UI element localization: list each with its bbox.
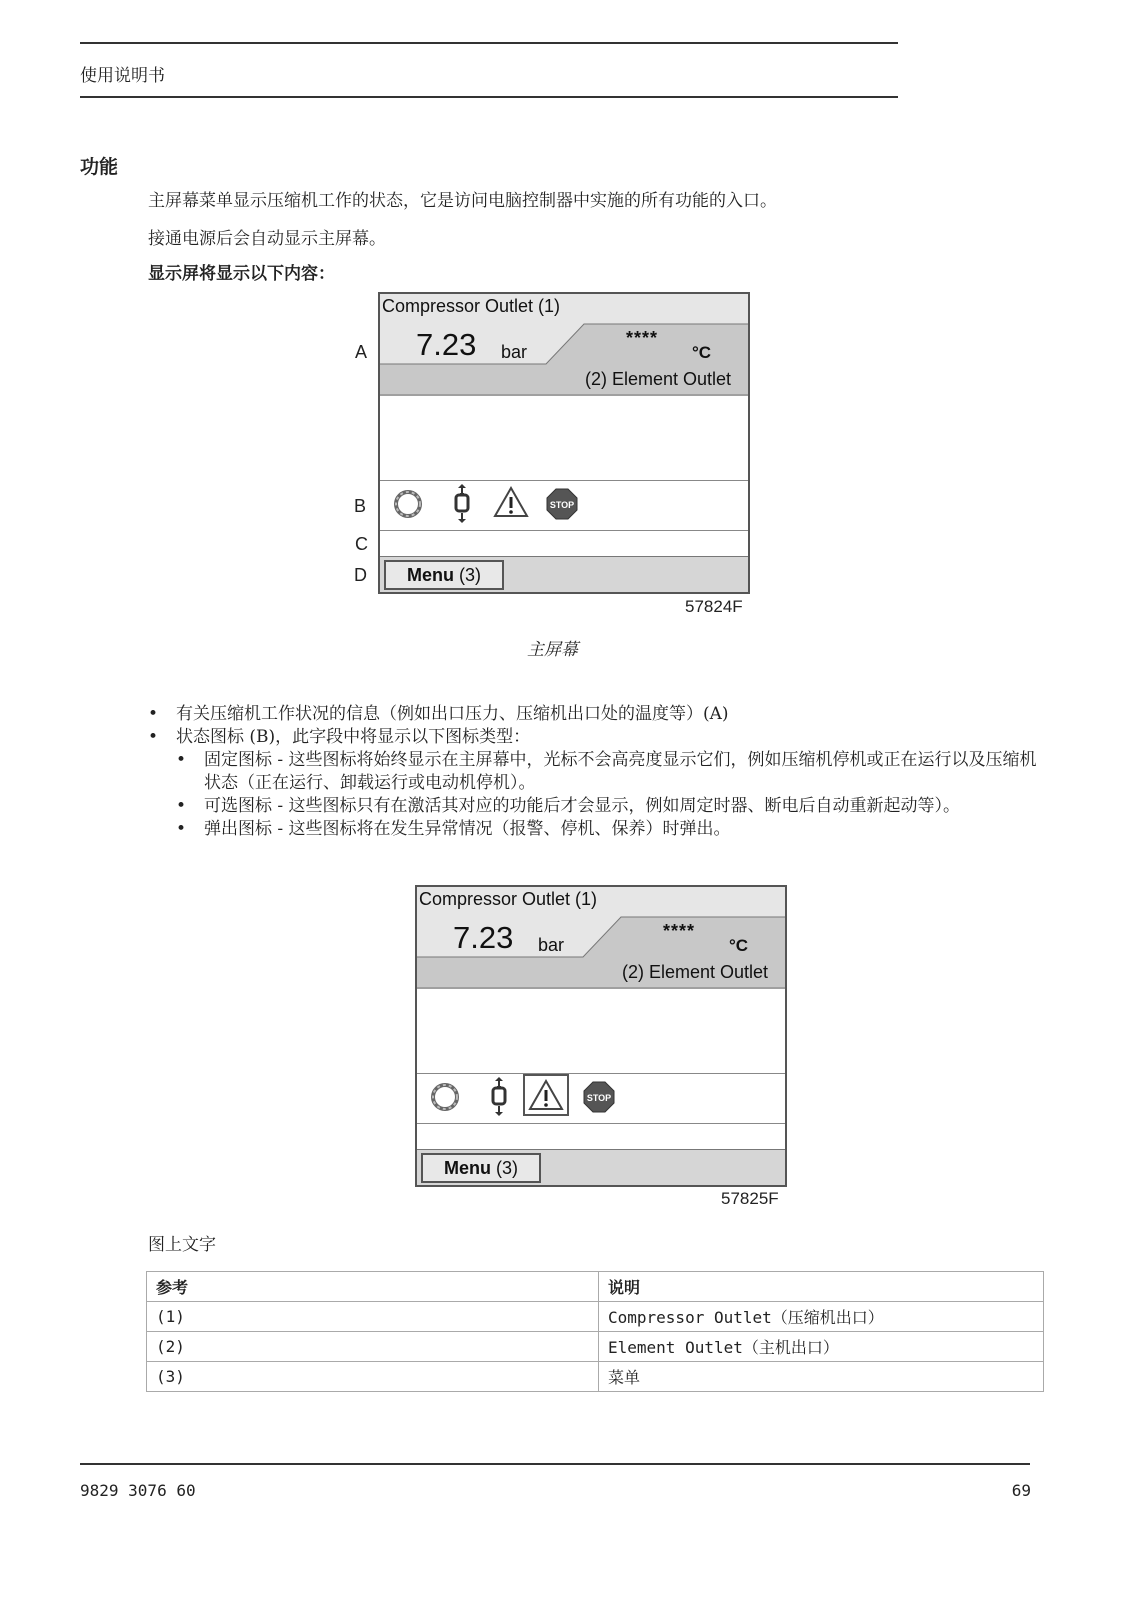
table-row [147, 1302, 1044, 1332]
label-b: B [354, 496, 367, 516]
menu-ref: (3) [496, 1158, 518, 1178]
icon-row-bottom-rule [380, 530, 748, 531]
row-ref: (1) [147, 1302, 599, 1332]
legend-table [146, 1271, 1044, 1392]
intro-paragraph: 主屏幕菜单显示压缩机工作的状态，它是访问电脑控制器中实施的所有功能的入口。 [148, 191, 777, 211]
menu-button[interactable] [421, 1153, 541, 1183]
highlighted-warning-frame[interactable] [523, 1074, 569, 1116]
row-desc: Compressor Outlet（压缩机出口） [599, 1302, 1044, 1332]
svg-text:STOP: STOP [586, 1093, 612, 1103]
list-item: • 弹出图标 - 这些图标将在发生异常情况（报警、停机、保养）时弹出。 [176, 818, 1048, 841]
row-desc: 菜单 [599, 1362, 1044, 1392]
label-d: D [354, 565, 367, 585]
header-title: 使用说明书 [80, 66, 165, 86]
sub-bullet-list [176, 749, 1048, 841]
header-reference: 参考 [147, 1272, 599, 1302]
compressor-outlet-title: Compressor Outlet (1) [382, 296, 561, 316]
temperature-unit: °C [729, 936, 749, 955]
bullet-list [148, 703, 1048, 841]
motor-updown-icon [487, 1077, 511, 1117]
row-desc: Element Outlet（主机出口） [599, 1332, 1044, 1362]
list-item: • 固定图标 - 这些图标将始终显示在主屏幕中，光标不会高亮度显示它们，例如压缩机停机或正在运行以及压缩机状态（正在运行、卸载运行或电动机停机）。 [176, 749, 1048, 795]
label-c: C [355, 534, 368, 554]
popup-icon-screen-figure [415, 885, 787, 1187]
display-content-heading: 显示屏将显示以下内容： [148, 264, 335, 284]
pressure-value: 7.23 [453, 920, 514, 955]
circle-status-icon [392, 488, 424, 520]
compressor-outlet-title: Compressor Outlet (1) [419, 889, 598, 909]
figure1-code: 57824F [685, 597, 743, 616]
menu-ref: (3) [459, 565, 481, 585]
main-screen-figure [378, 292, 750, 594]
list-item [148, 726, 1048, 841]
svg-text:STOP: STOP [549, 500, 575, 510]
header-bottom-rule [80, 96, 898, 98]
circle-status-icon [429, 1081, 461, 1113]
page-number: 69 [1011, 1481, 1031, 1500]
pressure-value: 7.23 [416, 327, 477, 362]
menu-word: Menu [406, 565, 454, 585]
footer-rule [80, 1463, 1030, 1465]
table-row [147, 1362, 1044, 1392]
element-outlet-label: (2) Element Outlet [622, 962, 769, 982]
list-item: • 有关压缩机工作状况的信息（例如出口压力、压缩机出口处的温度等）(A) [148, 703, 1048, 726]
icon-row-top-rule [380, 480, 748, 481]
icon-row-top-rule [417, 1073, 785, 1074]
row-ref: (3) [147, 1362, 599, 1392]
temperature-unit: °C [692, 343, 712, 362]
menu-word: Menu [443, 1158, 491, 1178]
warning-triangle-icon [493, 486, 529, 518]
stop-icon [583, 1081, 615, 1113]
stop-icon [546, 488, 578, 520]
icon-row-bottom-rule [417, 1123, 785, 1124]
header-top-rule [80, 42, 898, 44]
motor-updown-icon [450, 484, 474, 524]
document-number: 9829 3076 60 [80, 1481, 196, 1500]
table-header-row [147, 1272, 1044, 1302]
section-title: 功能 [80, 156, 119, 178]
power-on-paragraph: 接通电源后会自动显示主屏幕。 [148, 229, 386, 249]
temperature-value: **** [663, 921, 696, 941]
row-ref: (2) [147, 1332, 599, 1362]
header-description: 说明 [599, 1272, 1044, 1302]
table-row [147, 1332, 1044, 1362]
menu-button[interactable] [384, 560, 504, 590]
list-item-text: 状态图标 (B)，此字段中将显示以下图标类型： [176, 727, 531, 747]
warning-triangle-icon [528, 1079, 564, 1111]
label-a: A [355, 342, 368, 362]
list-item: • 可选图标 - 这些图标只有在激活其对应的功能后才会显示，例如周定时器、断电后自动重新起动等）。 [176, 795, 1048, 818]
legend-title: 图上文字 [148, 1235, 216, 1255]
figure1-caption: 主屏幕 [527, 640, 578, 660]
element-outlet-label: (2) Element Outlet [585, 369, 732, 389]
pressure-unit: bar [501, 342, 528, 362]
figure2-code: 57825F [721, 1189, 779, 1208]
pressure-unit: bar [538, 935, 565, 955]
temperature-value: **** [626, 328, 659, 348]
